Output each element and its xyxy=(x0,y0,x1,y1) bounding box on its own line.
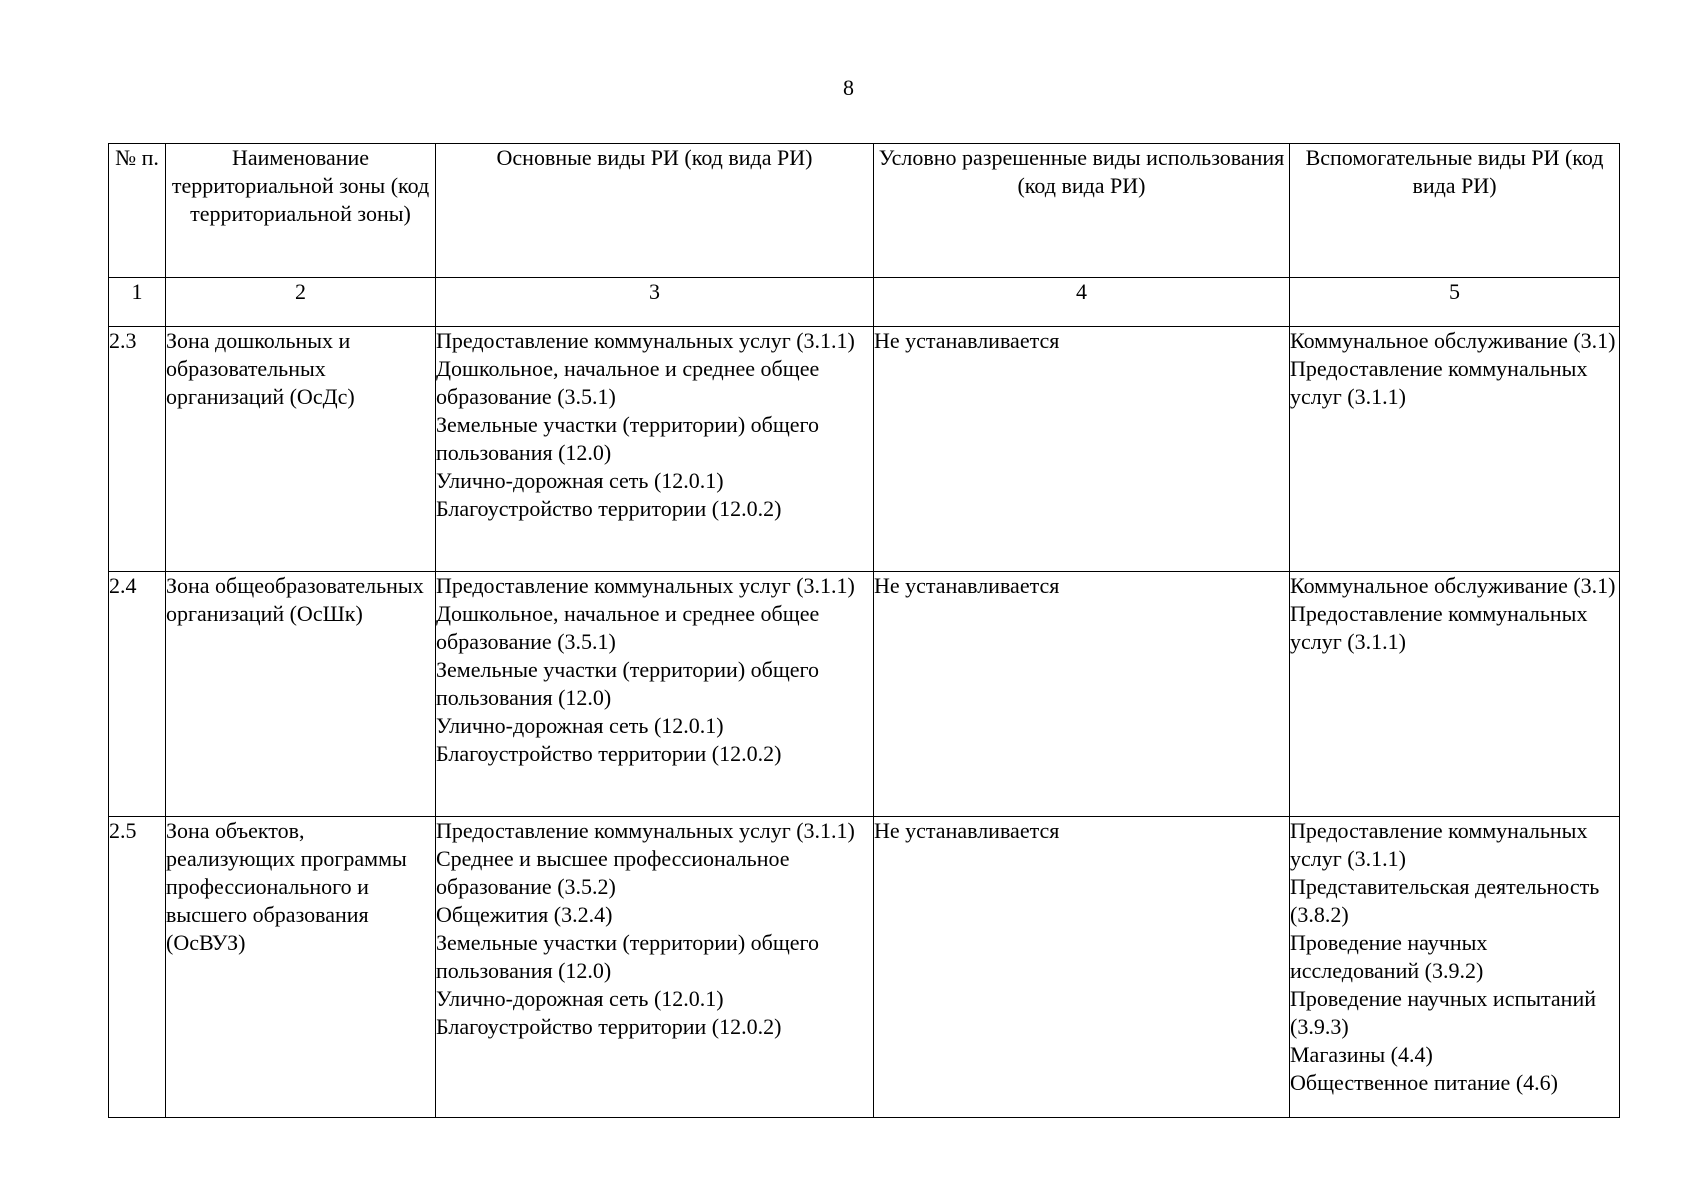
column-number: 3 xyxy=(436,278,874,327)
header-zone-name: Наименование территориальной зоны (код территориальной зоны) xyxy=(166,144,436,278)
zone-name: Зона общеобразовательных организаций (ОсШк) xyxy=(166,572,436,817)
main-use-item: Земельные участки (территории) общего пользования (12.0) xyxy=(436,657,820,710)
main-use-item: Земельные участки (территории) общего пользования (12.0) xyxy=(436,412,820,465)
auxiliary-use-item: Предоставление коммунальных услуг (3.1.1) xyxy=(1290,601,1588,654)
main-use-item: Среднее и высшее профессиональное образование (3.5.2) xyxy=(436,846,790,899)
auxiliary-use-item: Предоставление коммунальных услуг (3.1.1) xyxy=(1290,356,1588,409)
auxiliary-use-item: Коммунальное обслуживание (3.1) xyxy=(1290,328,1616,353)
auxiliary-uses xyxy=(1290,327,1620,572)
auxiliary-use-item: Представительская деятельность (3.8.2) xyxy=(1290,874,1600,927)
zones-table xyxy=(108,143,1620,1118)
main-use-item: Предоставление коммунальных услуг (3.1.1) xyxy=(436,818,855,843)
header-auxiliary-uses: Вспомогательные виды РИ (код вида РИ) xyxy=(1290,144,1620,278)
zone-name: Зона объектов, реализующих программы профессионального и высшего образования (ОсВУЗ) xyxy=(166,817,436,1118)
auxiliary-use-item: Коммунальное обслуживание (3.1) xyxy=(1290,573,1616,598)
main-uses xyxy=(436,817,874,1118)
column-number: 5 xyxy=(1290,278,1620,327)
main-use-item: Земельные участки (территории) общего пользования (12.0) xyxy=(436,930,820,983)
main-use-item: Предоставление коммунальных услуг (3.1.1) xyxy=(436,573,855,598)
table-row xyxy=(109,817,1620,1118)
main-use-item: Улично-дорожная сеть (12.0.1) xyxy=(436,468,724,493)
table-header-row xyxy=(109,144,1620,278)
auxiliary-uses xyxy=(1290,572,1620,817)
main-use-item: Улично-дорожная сеть (12.0.1) xyxy=(436,986,724,1011)
main-use-item: Дошкольное, начальное и среднее общее образование (3.5.1) xyxy=(436,356,820,409)
row-number: 2.3 xyxy=(109,327,166,572)
conditional-uses: Не устанавливается xyxy=(874,327,1290,572)
conditional-uses: Не устанавливается xyxy=(874,817,1290,1118)
auxiliary-use-item: Предоставление коммунальных услуг (3.1.1) xyxy=(1290,818,1588,871)
main-use-item: Улично-дорожная сеть (12.0.1) xyxy=(436,713,724,738)
auxiliary-use-item: Проведение научных исследований (3.9.2) xyxy=(1290,930,1488,983)
main-uses xyxy=(436,572,874,817)
main-use-item: Благоустройство территории (12.0.2) xyxy=(436,496,782,521)
main-use-item: Благоустройство территории (12.0.2) xyxy=(436,1014,782,1039)
column-number: 4 xyxy=(874,278,1290,327)
table-row xyxy=(109,572,1620,817)
conditional-uses: Не устанавливается xyxy=(874,572,1290,817)
column-number: 1 xyxy=(109,278,166,327)
page-number: 8 xyxy=(843,75,854,100)
auxiliary-use-item: Проведение научных испытаний (3.9.3) xyxy=(1290,986,1596,1039)
zone-name: Зона дошкольных и образовательных организаций (ОсДс) xyxy=(166,327,436,572)
table-row xyxy=(109,327,1620,572)
auxiliary-use-item: Магазины (4.4) xyxy=(1290,1042,1433,1067)
main-uses xyxy=(436,327,874,572)
column-number: 2 xyxy=(166,278,436,327)
header-number: № п. xyxy=(109,144,166,278)
auxiliary-use-item: Общественное питание (4.6) xyxy=(1290,1070,1558,1095)
main-use-item: Благоустройство территории (12.0.2) xyxy=(436,741,782,766)
main-use-item: Предоставление коммунальных услуг (3.1.1) xyxy=(436,328,855,353)
row-number: 2.5 xyxy=(109,817,166,1118)
auxiliary-uses xyxy=(1290,817,1620,1118)
header-conditional-uses: Условно разрешенные виды использования (код вида РИ) xyxy=(874,144,1290,278)
main-use-item: Общежития (3.2.4) xyxy=(436,902,613,927)
column-numbers-row xyxy=(109,278,1620,327)
row-number: 2.4 xyxy=(109,572,166,817)
main-use-item: Дошкольное, начальное и среднее общее образование (3.5.1) xyxy=(436,601,820,654)
header-main-uses: Основные виды РИ (код вида РИ) xyxy=(436,144,874,278)
